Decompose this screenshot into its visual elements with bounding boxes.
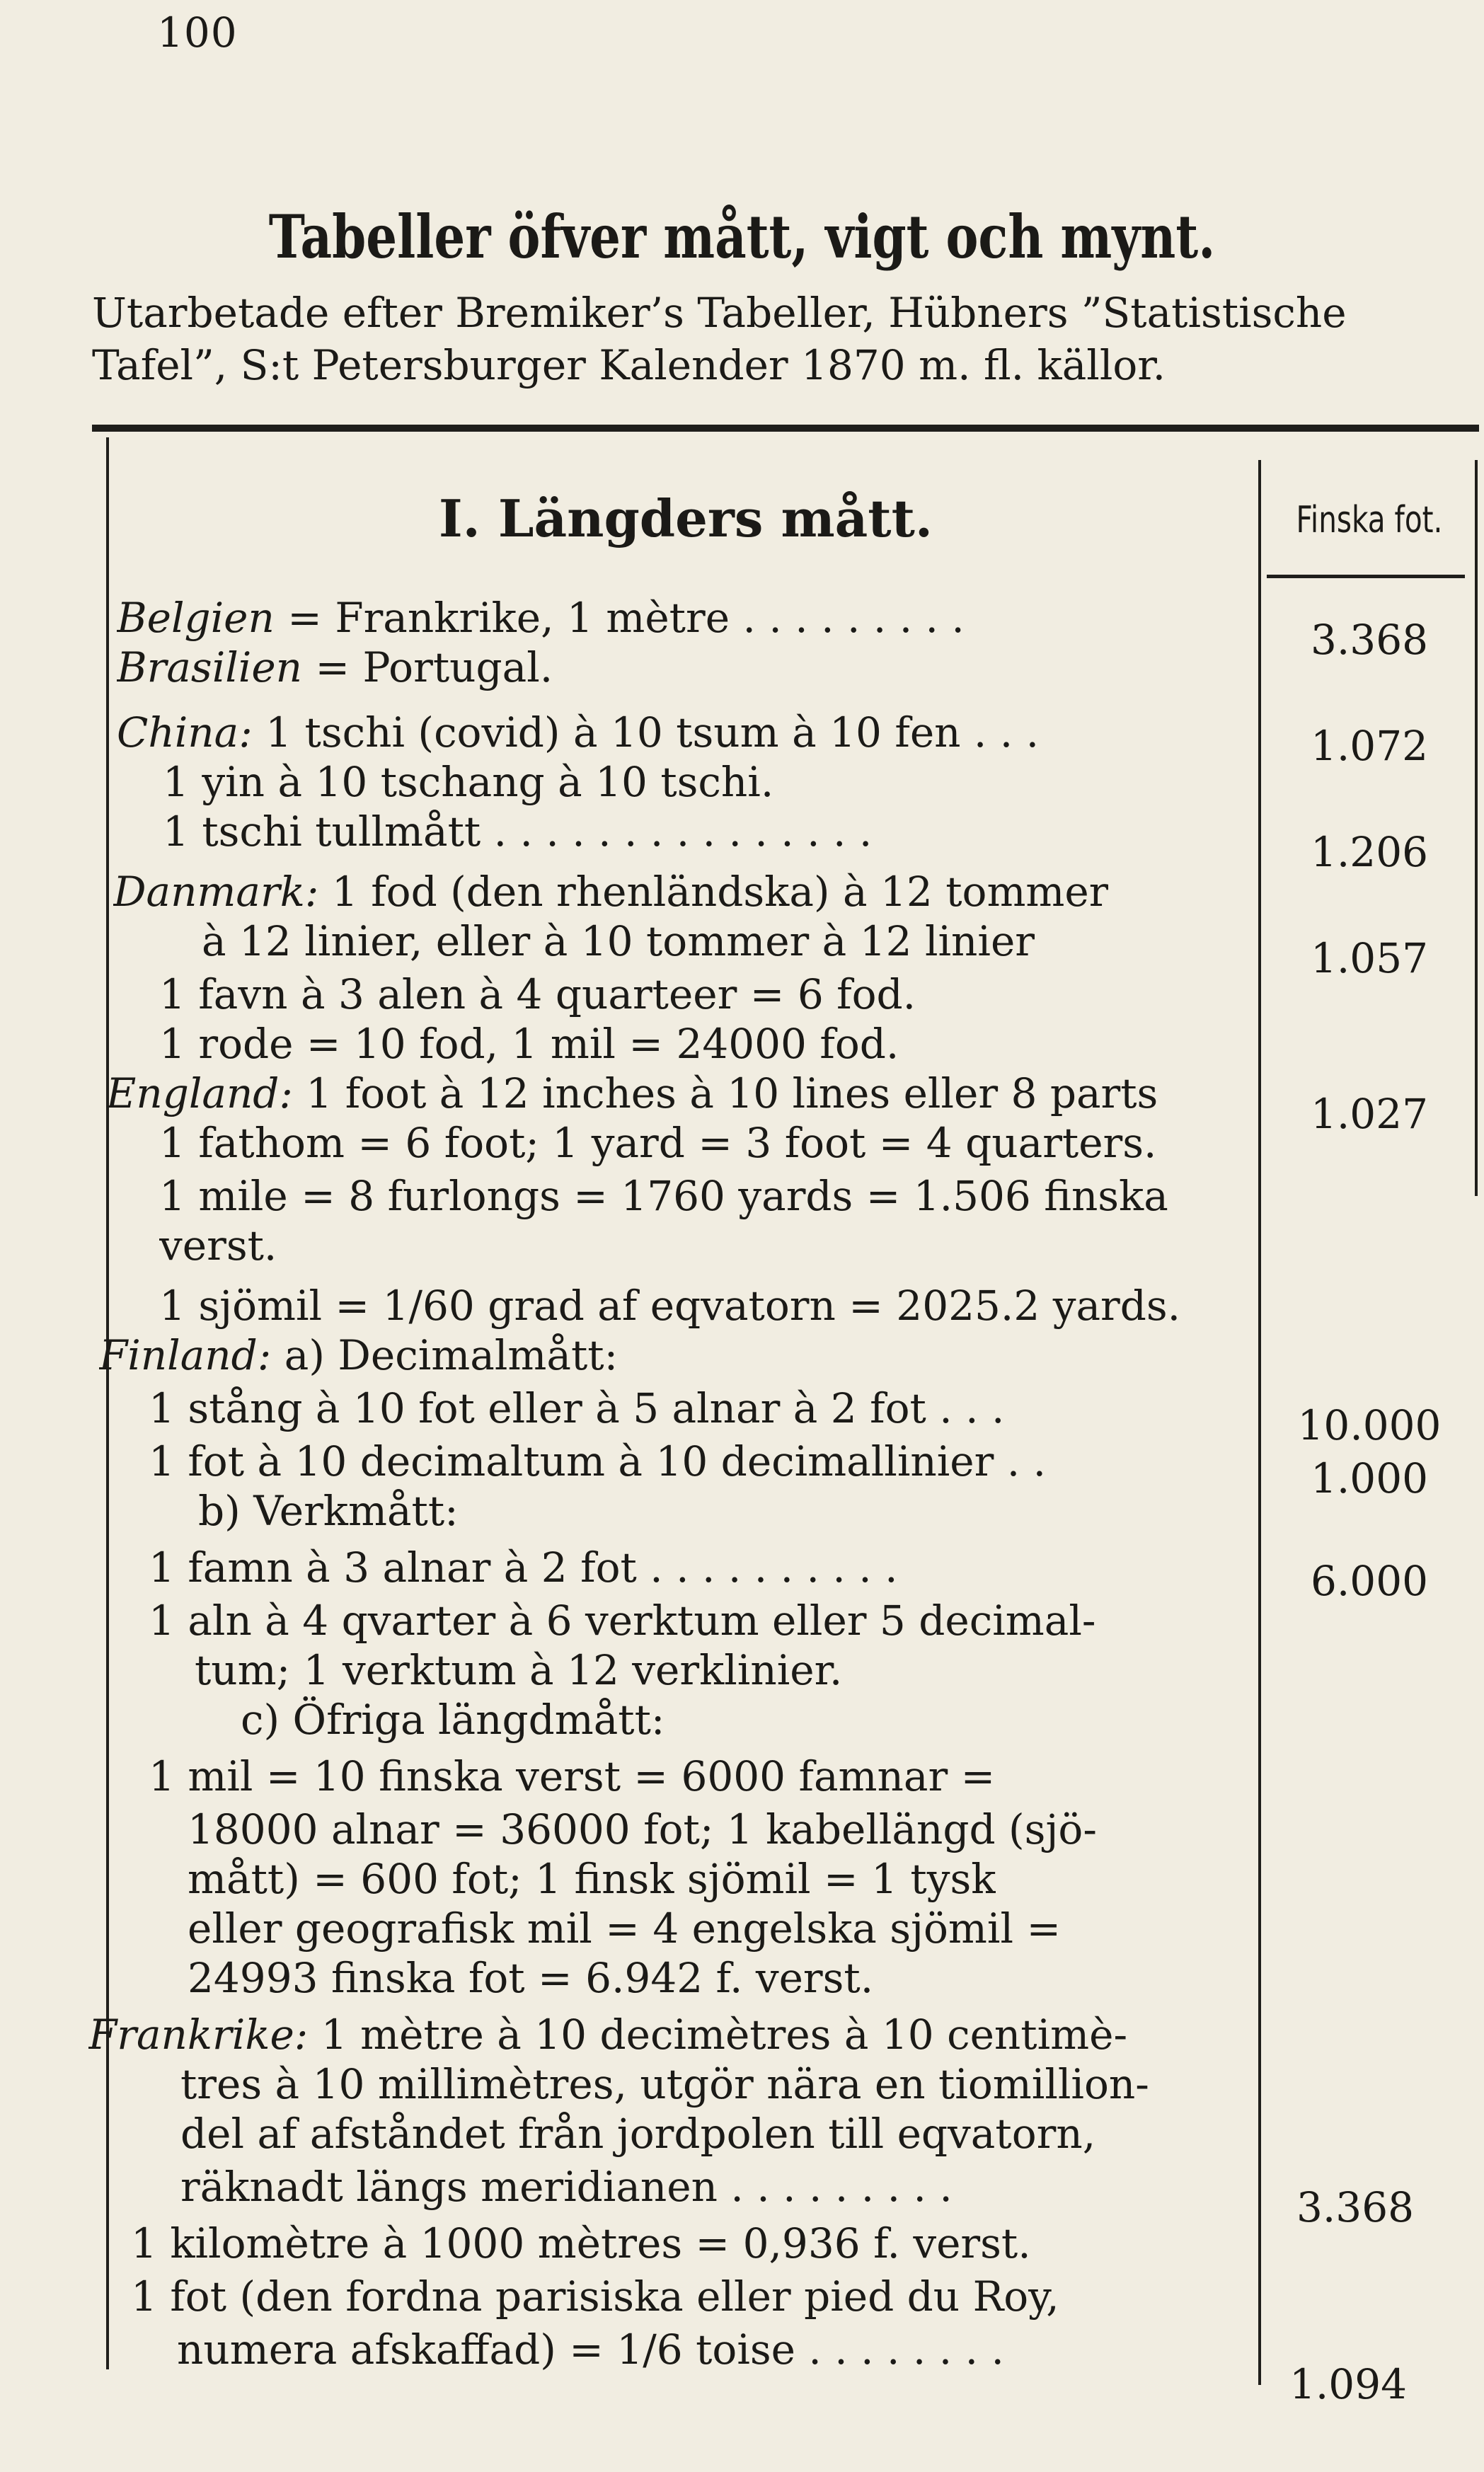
- entry-line: [188, 1854, 996, 1904]
- header-rule: [1267, 575, 1465, 578]
- entry-line: [131, 2219, 1031, 2268]
- entry-text: numera afskaffad) = 1/6 toise . . . . . . . .: [177, 2326, 1004, 2374]
- entry-text: b) Verkmått:: [198, 1487, 459, 1535]
- entry-line: [149, 1437, 1046, 1486]
- entry-line: [177, 2325, 1004, 2374]
- entry-line: [159, 1019, 899, 1069]
- entry-text: c) Öfriga längdmått:: [241, 1696, 665, 1744]
- country-label: Belgien: [117, 594, 275, 642]
- entry-text: 1 foot à 12 inches à 10 lines eller 8 parts: [292, 1069, 1158, 1117]
- entry-line: [159, 1171, 1168, 1221]
- entry-text: 1 fot (den fordna parisiska eller pied du Roy,: [131, 2272, 1059, 2321]
- section-heading: I. Längders mått.: [439, 488, 933, 548]
- page-number: 100: [157, 8, 238, 57]
- subtitle-line-2: Tafel”, S:t Petersburger Kalender 1870 m. fl. källor.: [92, 341, 1166, 389]
- country-label: Brasilien: [117, 643, 303, 691]
- entry-line: [163, 757, 773, 807]
- entry-text: eller geografisk mil = 4 engelska sjömil =: [188, 1904, 1062, 1953]
- entry-text: del af afståndet från jordpolen till eqvatorn,: [180, 2110, 1096, 2158]
- entry-text: 1 yin à 10 tschang à 10 tschi.: [163, 758, 774, 806]
- entry-line: [113, 867, 1108, 916]
- entry-text: 1 tschi (covid) à 10 tsum à 10 fen . . .: [252, 708, 1040, 757]
- value-cell: 6.000: [1310, 1557, 1429, 1605]
- entry-text: 1 famn à 3 alnar à 2 fot . . . . . . . . . .: [149, 1543, 898, 1592]
- entry-line: [198, 1486, 459, 1536]
- value-cell: 3.368: [1310, 616, 1429, 664]
- country-label: Frankrike:: [88, 2011, 309, 2059]
- entry-text: 1 rode = 10 fod, 1 mil = 24000 fod.: [159, 1020, 899, 1068]
- entry-text: 1 tschi tullmått . . . . . . . . . . . . . . .: [163, 807, 873, 856]
- entry-text: räknadt längs meridianen . . . . . . . . .: [180, 2163, 953, 2211]
- entry-line: [188, 1805, 1097, 1854]
- value-cell: 1.027: [1310, 1090, 1429, 1138]
- entry-text: 1 sjömil = 1/60 grad af eqvatorn = 2025.2 yards.: [159, 1282, 1181, 1330]
- entry-line: [241, 1695, 665, 1744]
- entry-line: [180, 2162, 953, 2212]
- country-label: Finland:: [99, 1331, 272, 1379]
- value-cell: 1.057: [1310, 934, 1429, 982]
- value-cell: 3.368: [1296, 2183, 1415, 2231]
- entry-line: [131, 2272, 1059, 2321]
- entry-text: tum; 1 verktum à 12 verklinier.: [195, 1646, 843, 1694]
- entry-line: [117, 643, 553, 692]
- entry-line: [159, 970, 916, 1019]
- subtitle: [92, 287, 1479, 391]
- entry-line: [149, 1752, 995, 1801]
- value-cell: 1.072: [1310, 722, 1429, 770]
- column-divider: [1258, 460, 1261, 2385]
- column-header-finska-fot: Finska fot.: [1296, 499, 1443, 541]
- entry-line: [163, 807, 872, 856]
- entry-text: verst.: [159, 1221, 277, 1270]
- entry-line: [159, 1221, 277, 1270]
- entry-text: = Frankrike, 1 mètre . . . . . . . . .: [274, 594, 965, 642]
- entry-text: 1 fot à 10 decimaltum à 10 decimallinier . .: [149, 1437, 1047, 1485]
- entry-text: 1 fod (den rhenländska) à 12 tommer: [318, 868, 1109, 916]
- entry-text: mått) = 600 fot; 1 finsk sjömil = 1 tysk: [188, 1855, 996, 1903]
- value-cell: 1.206: [1310, 828, 1429, 876]
- entry-text: = Portugal.: [302, 643, 553, 691]
- entry-text: 1 fathom = 6 foot; 1 yard = 3 foot = 4 quarters.: [159, 1119, 1157, 1167]
- entry-text: 1 mètre à 10 decimètres à 10 centimè-: [308, 2011, 1128, 2059]
- entry-text: tres à 10 millimètres, utgör nära en tiomillion-: [180, 2060, 1149, 2108]
- subtitle-line-1: Utarbetade efter Bremiker’s Tabeller, Hübners ”Statistische: [92, 289, 1347, 337]
- entry-text: 24993 finska fot = 6.942 f. verst.: [188, 1954, 874, 2002]
- entry-line: [149, 1384, 1004, 1433]
- entry-line: [99, 1330, 618, 1380]
- entry-line: [188, 1904, 1061, 1953]
- entry-line: [149, 1543, 898, 1592]
- entry-line: [117, 593, 965, 643]
- entry-text: 1 stång à 10 fot eller à 5 alnar à 2 fot . . .: [149, 1384, 1005, 1432]
- entry-text: 1 mil = 10 finska verst = 6000 famnar =: [149, 1752, 996, 1800]
- entry-line: [159, 1281, 1180, 1330]
- entry-line: [195, 1645, 842, 1695]
- entry-text: 18000 alnar = 36000 fot; 1 kabellängd (sjö-: [188, 1805, 1097, 1853]
- entry-line: [188, 1953, 873, 2003]
- entry-line: [180, 2109, 1095, 2158]
- top-rule: [92, 425, 1479, 432]
- entry-text: 1 mile = 8 furlongs = 1760 yards = 1.506 finska: [159, 1172, 1168, 1220]
- entry-line: [149, 1596, 1095, 1645]
- entry-line: [88, 2010, 1127, 2059]
- entry-text: a) Decimalmått:: [271, 1331, 619, 1379]
- entry-line: [202, 916, 1035, 966]
- value-cell: 1.094: [1289, 2360, 1408, 2408]
- entry-line: [106, 1069, 1158, 1118]
- country-label: China:: [117, 708, 253, 757]
- page-title: Tabeller öfver mått, vigt och mynt.: [268, 202, 1216, 272]
- entry-text: 1 kilomètre à 1000 mètres = 0,936 f. verst.: [131, 2219, 1031, 2267]
- entry-text: à 12 linier, eller à 10 tommer à 12 linier: [202, 917, 1035, 965]
- entry-line: [117, 708, 1039, 757]
- entry-line: [159, 1118, 1156, 1168]
- entry-line: [180, 2059, 1149, 2109]
- entry-text: 1 favn à 3 alen à 4 quarteer = 6 fod.: [159, 970, 916, 1018]
- value-cell: 10.000: [1297, 1401, 1442, 1449]
- entry-text: 1 aln à 4 qvarter à 6 verktum eller 5 decimal-: [149, 1597, 1096, 1645]
- value-cell: 1.000: [1310, 1454, 1429, 1502]
- country-label: England:: [106, 1069, 293, 1117]
- country-label: Danmark:: [113, 868, 319, 916]
